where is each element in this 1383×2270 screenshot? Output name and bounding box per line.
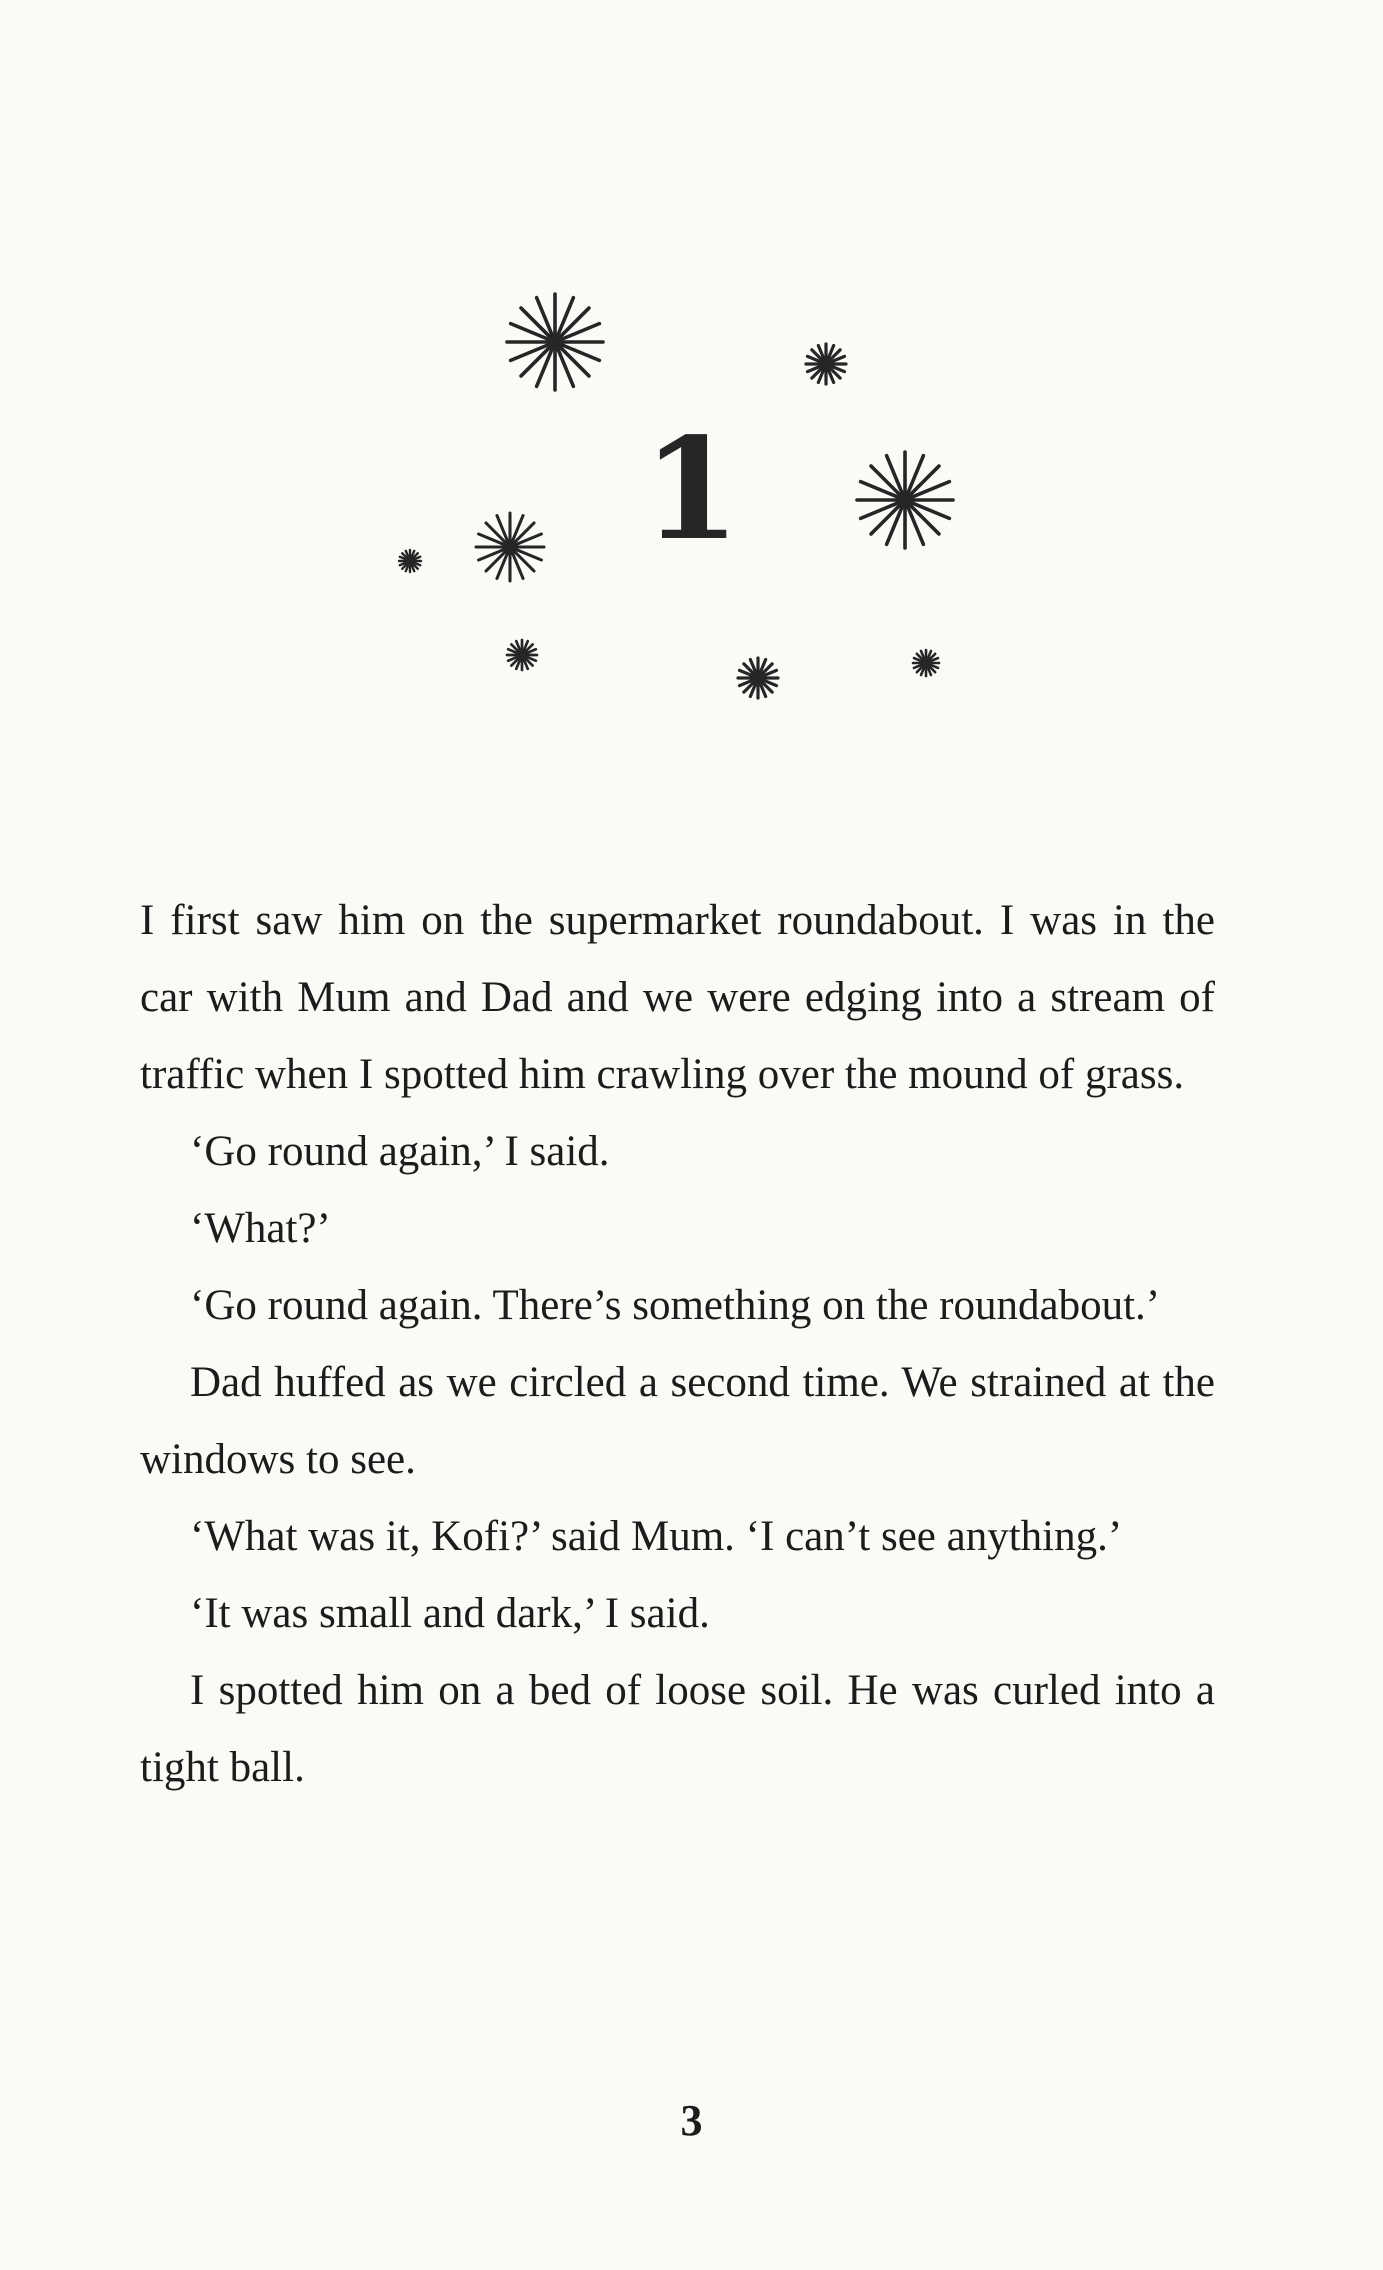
paragraph: ‘What was it, Kofi?’ said Mum. ‘I can’t see anything.’ bbox=[190, 1513, 1123, 1560]
paragraph: ‘It was small and dark,’ I said. bbox=[190, 1590, 710, 1637]
paragraph: ‘Go round again,’ I said. bbox=[190, 1128, 610, 1175]
paragraph: ‘What?’ bbox=[190, 1205, 331, 1252]
paragraph: ‘Go round again. There’s something on the roundabout.’ bbox=[190, 1282, 1161, 1329]
paragraph: I first saw him on the supermarket roundabout. I was in the car with Mum and Dad and we were edging into a stream of traffic when I spotted him crawling over the mound of grass. bbox=[140, 897, 1215, 1098]
page-number: 3 bbox=[680, 2096, 703, 2145]
starburst-icon bbox=[507, 640, 537, 670]
starburst-icon bbox=[738, 658, 778, 698]
paragraph: I spotted him on a bed of loose soil. He was curled into a tight ball. bbox=[140, 1667, 1215, 1791]
starburst-icon bbox=[507, 294, 603, 390]
starburst-icon bbox=[913, 650, 939, 676]
starburst-icon bbox=[806, 344, 846, 384]
paragraph: Dad huffed as we circled a second time. We strained at the windows to see. bbox=[140, 1359, 1215, 1483]
chapter-number: 1 bbox=[642, 408, 741, 572]
body-text bbox=[140, 882, 1215, 1806]
